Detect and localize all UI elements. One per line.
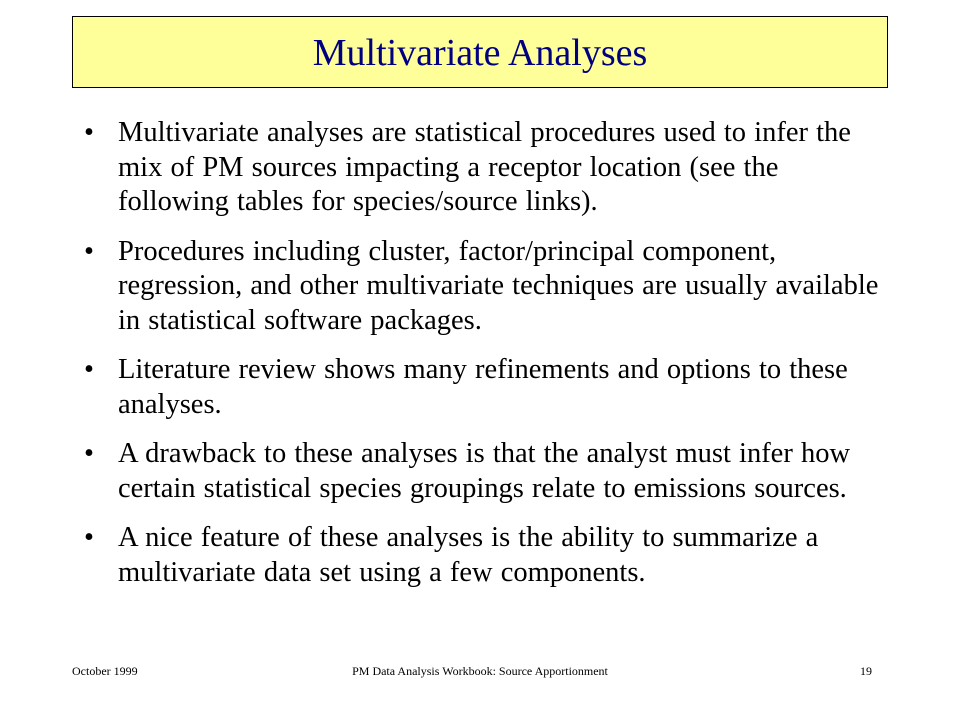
bullet-text: Procedures including cluster, factor/principal component, regression, and other multivariate techniques are usually available in statistical software packages. [118, 235, 879, 336]
footer-title: PM Data Analysis Workbook: Source Apportionment [352, 664, 608, 678]
bullet-text: Multivariate analyses are statistical procedures used to infer the mix of PM sources impacting a receptor location (see the following tables for species/source links). [118, 117, 851, 217]
bullet-glyph: • [84, 354, 94, 385]
bullet-glyph: • [84, 235, 94, 267]
slide-title: Multivariate Analyses [312, 32, 648, 74]
bullet-item [84, 235, 884, 339]
bullet-glyph: • [84, 117, 94, 148]
title-box [72, 16, 888, 88]
bullet-glyph: • [84, 438, 94, 469]
bullet-item [84, 353, 884, 422]
bullet-text: A drawback to these analyses is that the analyst must infer how certain statistical species groupings relate to emissions sources. [118, 438, 851, 504]
footer-date: October 1999 [72, 664, 138, 678]
bullet-item [84, 521, 884, 590]
bullet-text: Literature review shows many refinements and options to these analyses. [118, 354, 848, 420]
page-number: 19 [860, 664, 872, 678]
bullet-item [84, 116, 884, 220]
bullet-list [84, 116, 884, 605]
bullet-text: A nice feature of these analyses is the ability to summarize a multivariate data set using a few components. [118, 522, 819, 588]
bullet-glyph: • [84, 522, 94, 553]
bullet-item [84, 437, 884, 506]
